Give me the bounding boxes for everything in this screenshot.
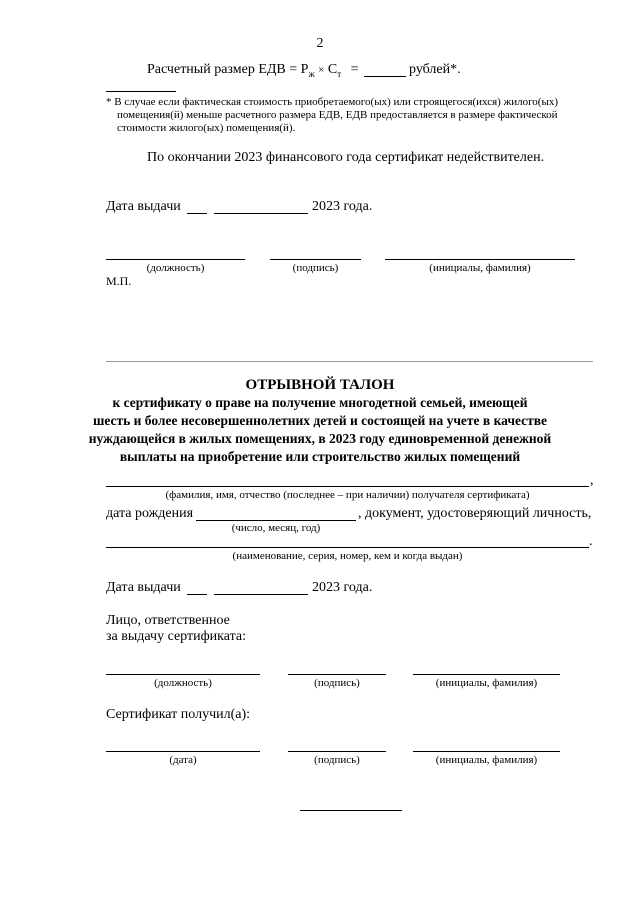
formula-prefix: Расчетный размер ЕДВ = Р <box>147 62 309 77</box>
tear-off-issue-month-blank[interactable] <box>214 594 308 595</box>
identity-document-label: , документ, удостоверяющий личность, <box>358 506 592 521</box>
document-period: . <box>589 534 593 549</box>
tear-off-subtitle-3: нуждающейся в жилых помещениях, в 2023 году единовременной денежной <box>88 431 552 446</box>
issue-day-blank[interactable] <box>187 213 207 214</box>
received-label: Сертификат получил(а): <box>106 707 251 722</box>
document-caption: (наименование, серия, номер, кем и когда выдан) <box>232 550 463 562</box>
position-caption: (должность) <box>146 262 205 274</box>
formula-amount-blank <box>364 76 406 77</box>
footnote-separator <box>106 91 176 92</box>
stamp-mark: М.П. <box>106 274 132 288</box>
formula-sub-zh: ж <box>308 68 315 79</box>
recipient-name-line[interactable] <box>106 486 589 487</box>
issue-date-year: 2023 года. <box>312 199 373 214</box>
formula-suffix: рублей*. <box>409 62 461 77</box>
responsible-label-1: Лицо, ответственное <box>106 613 230 628</box>
birth-date-label: дата рождения <box>106 506 194 521</box>
received-signature-line[interactable] <box>288 751 386 752</box>
responsible-position-caption: (должность) <box>154 677 212 689</box>
tear-off-title: ОТРЫВНОЙ ТАЛОН <box>245 377 395 393</box>
received-date-line[interactable] <box>106 751 260 752</box>
received-name-caption: (инициалы, фамилия) <box>435 754 538 766</box>
responsible-signature-line[interactable] <box>288 674 386 675</box>
page-number: 2 <box>316 36 324 51</box>
tear-off-cut-line <box>106 361 593 362</box>
responsible-label-2: за выдачу сертификата: <box>106 629 246 644</box>
responsible-name-line[interactable] <box>413 674 560 675</box>
formula-multiply: × <box>318 64 325 76</box>
issue-month-blank[interactable] <box>214 213 308 214</box>
end-rule <box>300 810 402 811</box>
formula-equals: = <box>350 62 359 77</box>
responsible-name-caption: (инициалы, фамилия) <box>435 677 538 689</box>
birth-date-line[interactable] <box>196 520 356 521</box>
name-line[interactable] <box>385 259 575 260</box>
validity-note: По окончании 2023 финансового года сертификат недействителен. <box>147 150 545 165</box>
responsible-position-line[interactable] <box>106 674 260 675</box>
position-line[interactable] <box>106 259 245 260</box>
tear-off-subtitle-4: выплаты на приобретение или строительство жилых помещений <box>119 449 521 464</box>
recipient-name-comma: , <box>590 473 594 488</box>
footnote-line-2: помещения(й) меньше расчетного размера ЕДВ, ЕДВ предоставляется в размере фактической <box>117 109 558 121</box>
issue-date-label: Дата выдачи <box>106 199 181 214</box>
formula-sub-t: т <box>337 68 342 79</box>
name-caption: (инициалы, фамилия) <box>429 262 531 274</box>
recipient-name-caption: (фамилия, имя, отчество (последнее – при наличии) получателя сертификата) <box>165 489 530 501</box>
received-name-line[interactable] <box>413 751 560 752</box>
edv-formula <box>147 62 359 79</box>
footnote-line-1: * В случае если фактическая стоимость приобретаемого(ых) или строящегося(ихся) жилого(ых) <box>106 96 559 108</box>
responsible-signature-caption: (подпись) <box>314 677 360 689</box>
tear-off-subtitle-2: шесть и более несовершеннолетних детей и состоящей на учете в качестве <box>92 413 548 428</box>
formula-c: С <box>327 62 338 77</box>
signature-caption: (подпись) <box>292 262 339 274</box>
tear-off-issue-date-year: 2023 года. <box>312 580 373 595</box>
birth-date-caption: (число, месяц, год) <box>231 522 321 534</box>
received-date-caption: (дата) <box>169 754 197 766</box>
signature-line[interactable] <box>270 259 361 260</box>
tear-off-subtitle-1: к сертификату о праве на получение многодетной семьей, имеющей <box>112 395 528 410</box>
received-signature-caption: (подпись) <box>314 754 360 766</box>
footnote-line-3: стоимости жилого(ых) помещения(й). <box>117 122 296 134</box>
tear-off-issue-day-blank[interactable] <box>187 594 207 595</box>
tear-off-issue-date-label: Дата выдачи <box>106 580 181 595</box>
document-line[interactable] <box>106 547 589 548</box>
